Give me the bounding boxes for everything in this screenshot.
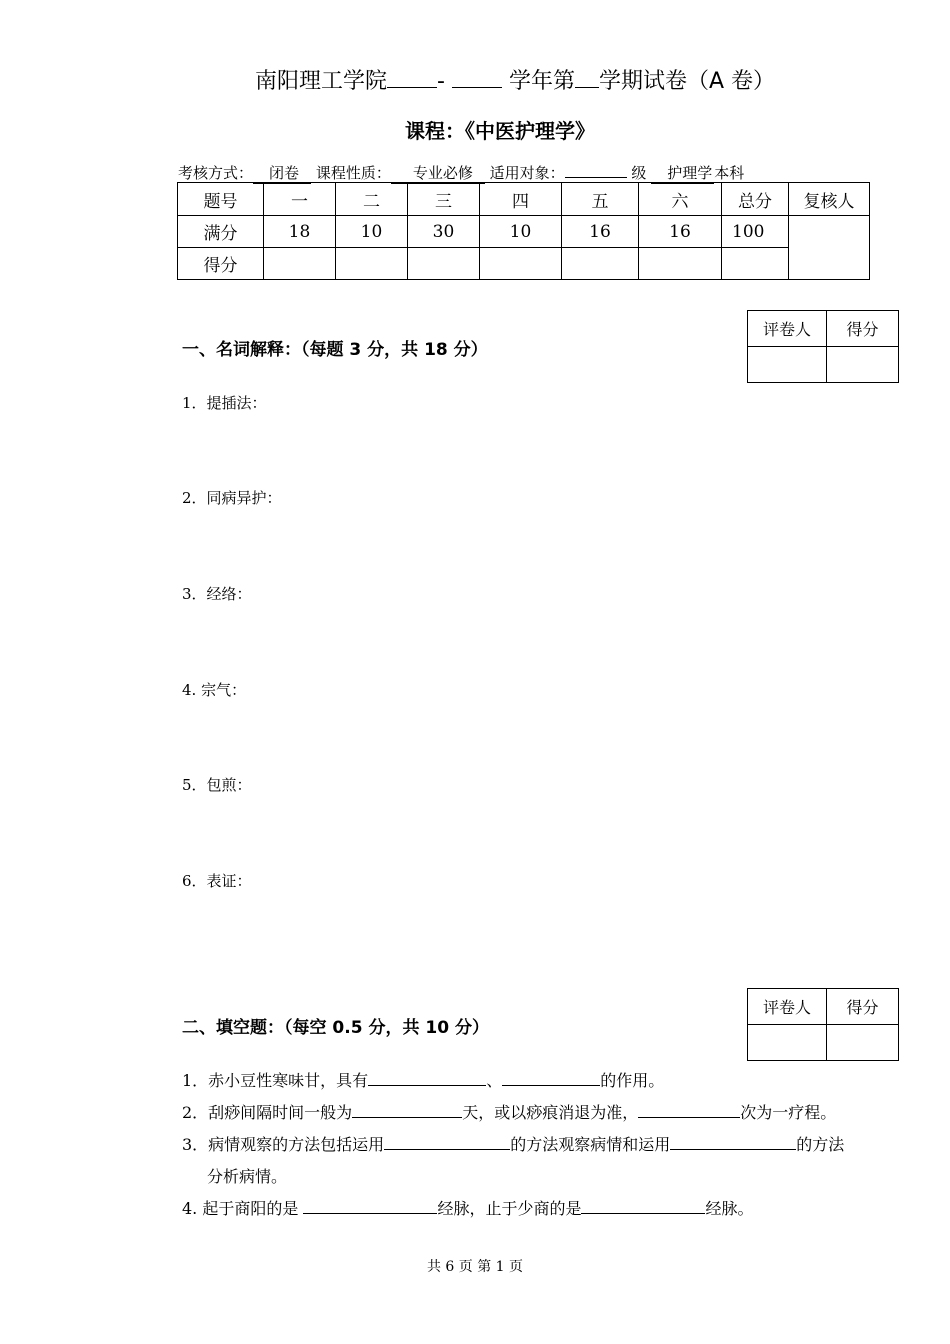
full-score-cell: 10: [480, 216, 562, 248]
got-score-cell[interactable]: [722, 248, 789, 280]
full-score-cell: 16: [562, 216, 639, 248]
q3-text-c: 的方法: [796, 1135, 845, 1154]
year-start-blank: [387, 87, 437, 88]
grader-score-label: 得分: [827, 989, 899, 1025]
q2-text-c: 次为一疗程。: [740, 1103, 837, 1122]
q4-text-c: 经脉。: [705, 1199, 754, 1218]
fill-blank[interactable]: [581, 1213, 705, 1214]
course-title: 课程：《中医护理学》: [405, 119, 595, 143]
fill-blank[interactable]: [352, 1117, 462, 1118]
grader-score-field[interactable]: [827, 347, 899, 383]
fill-question-1: [182, 1068, 664, 1091]
score-table-header-row: [178, 183, 870, 216]
section2-title: 二、填空题：（每空 0.5 分，共 10 分）: [182, 1018, 489, 1038]
year-dash: -: [437, 69, 445, 94]
got-score-cell[interactable]: [264, 248, 336, 280]
header-cell: 四: [480, 183, 562, 216]
exam-mode-value: 闭卷: [253, 162, 311, 184]
fill-question-4: [182, 1196, 753, 1219]
grader-label: 评卷人: [748, 311, 827, 347]
header-cell: 五: [562, 183, 639, 216]
exam-meta-line: [178, 162, 744, 184]
header-cell: 题号: [178, 183, 264, 216]
grader-name-field[interactable]: [748, 1025, 827, 1061]
full-score-cell: 30: [408, 216, 480, 248]
school-name: 南阳理工学院: [254, 69, 387, 94]
full-score-cell: 18: [264, 216, 336, 248]
header-cell: 六: [639, 183, 722, 216]
grader-score-field[interactable]: [827, 1025, 899, 1061]
full-score-label: 满分: [178, 216, 264, 248]
full-score-total: 100: [722, 216, 789, 248]
fill-blank[interactable]: [303, 1213, 437, 1214]
section1-question: 3．经络：: [182, 585, 252, 603]
q1-text-b: 、: [486, 1071, 503, 1090]
header-cell: 三: [408, 183, 480, 216]
q1-text-a: 1．赤小豆性寒味甘，具有: [182, 1071, 369, 1090]
header-cell: 二: [336, 183, 408, 216]
q4-text-a: 4. 起于商阳的是: [182, 1199, 299, 1218]
got-score-cell[interactable]: [480, 248, 562, 280]
major-value: 护理学: [651, 162, 714, 184]
target-label: 适用对象：: [489, 164, 565, 182]
year-end-blank: [452, 87, 502, 88]
fill-question-3: [182, 1132, 844, 1155]
section1-title: 一、名词解释：（每题 3 分，共 18 分）: [182, 340, 488, 360]
nature-value: 专业必修: [391, 162, 485, 184]
got-score-label: 得分: [178, 248, 264, 280]
full-score-cell: 10: [336, 216, 408, 248]
full-score-row: [178, 216, 870, 248]
exam-title: [0, 64, 950, 95]
grader-score-label: 得分: [827, 311, 899, 347]
section1-grader-box: [747, 310, 899, 383]
q2-text-a: 2．刮痧间隔时间一般为: [182, 1103, 353, 1122]
reviewer-cell[interactable]: [789, 216, 870, 280]
fill-question-3-cont: 分析病情。: [207, 1167, 288, 1186]
semester-label: 学期试卷（A 卷）: [598, 69, 776, 94]
grade-label: 级: [631, 164, 647, 182]
level-value: 本科: [714, 164, 745, 182]
header-cell: 复核人: [789, 183, 870, 216]
exam-mode-label: 考核方式：: [178, 164, 254, 182]
header-cell: 总分: [722, 183, 789, 216]
nature-label: 课程性质：: [315, 164, 391, 182]
got-score-cell[interactable]: [562, 248, 639, 280]
grader-name-field[interactable]: [748, 347, 827, 383]
got-score-cell[interactable]: [639, 248, 722, 280]
fill-question-2: [182, 1100, 836, 1123]
q3-text-b: 的方法观察病情和运用: [510, 1135, 671, 1154]
fill-blank[interactable]: [670, 1149, 796, 1150]
got-score-cell[interactable]: [336, 248, 408, 280]
fill-blank[interactable]: [384, 1149, 510, 1150]
section1-question: 1．提插法：: [182, 394, 267, 412]
got-score-row: [178, 248, 870, 280]
section2-grader-box: [747, 988, 899, 1061]
page-footer: 共 6 页 第 1 页: [426, 1259, 524, 1275]
q4-text-b: 经脉，止于少商的是: [437, 1199, 582, 1218]
header-cell: 一: [264, 183, 336, 216]
fill-blank[interactable]: [638, 1117, 740, 1118]
q2-text-b: 天，或以痧痕消退为准，: [462, 1103, 639, 1122]
semester-blank: [575, 87, 599, 88]
year-label: 学年第: [508, 69, 575, 94]
full-score-cell: 16: [639, 216, 722, 248]
section1-question: 2．同病异护：: [182, 489, 282, 507]
got-score-cell[interactable]: [408, 248, 480, 280]
section1-question: 6．表证：: [182, 872, 252, 890]
target-grade-blank: [565, 177, 627, 178]
score-table: [177, 182, 870, 280]
section1-question: 5．包煎：: [182, 776, 252, 794]
section1-question: 4. 宗气：: [182, 681, 247, 699]
fill-blank[interactable]: [368, 1085, 486, 1086]
grader-label: 评卷人: [748, 989, 827, 1025]
fill-blank[interactable]: [502, 1085, 600, 1086]
q1-text-c: 的作用。: [600, 1071, 665, 1090]
q3-text-a: 3．病情观察的方法包括运用: [182, 1135, 385, 1154]
